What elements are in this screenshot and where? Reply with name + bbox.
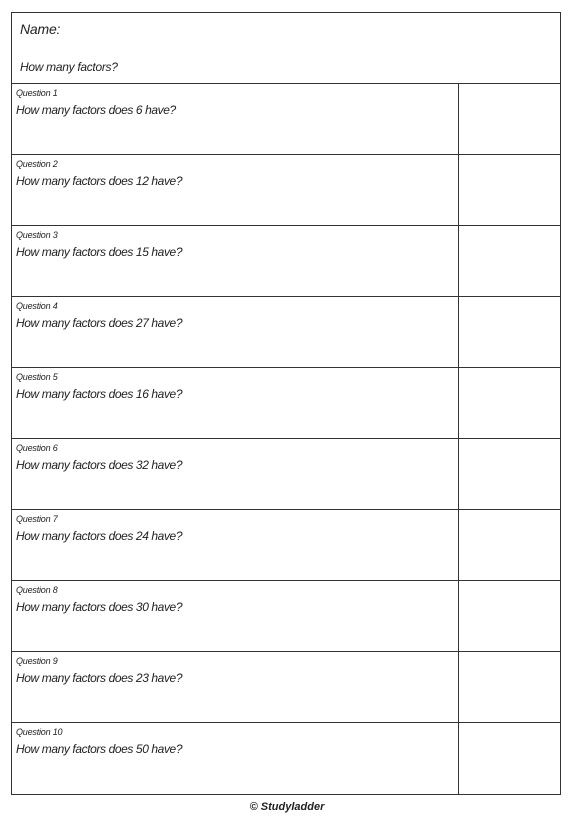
question-row-7 <box>12 510 560 581</box>
worksheet-header <box>12 13 560 84</box>
question-text: How many factors does 24 have? <box>16 529 183 543</box>
question-number: Question 5 <box>16 372 58 382</box>
question-row-3 <box>12 226 560 297</box>
question-row-10 <box>12 723 560 794</box>
question-text: How many factors does 16 have? <box>16 387 183 401</box>
answer-box[interactable] <box>459 652 560 722</box>
question-cell <box>12 652 459 722</box>
worksheet <box>11 12 561 795</box>
question-row-8 <box>12 581 560 652</box>
question-row-2 <box>12 155 560 226</box>
question-cell <box>12 510 459 580</box>
question-cell <box>12 226 459 296</box>
question-number: Question 10 <box>16 727 63 737</box>
answer-box[interactable] <box>459 84 560 154</box>
question-number: Question 7 <box>16 514 58 524</box>
question-cell <box>12 368 459 438</box>
question-text: How many factors does 50 have? <box>16 742 183 756</box>
question-text: How many factors does 6 have? <box>16 103 176 117</box>
copyright-footer: © Studyladder <box>249 801 325 813</box>
question-number: Question 8 <box>16 585 58 595</box>
answer-box[interactable] <box>459 297 560 367</box>
question-text: How many factors does 27 have? <box>16 316 183 330</box>
question-number: Question 6 <box>16 443 58 453</box>
question-text: How many factors does 15 have? <box>16 245 183 259</box>
question-number: Question 2 <box>16 159 58 169</box>
question-cell <box>12 439 459 509</box>
question-cell <box>12 581 459 651</box>
question-text: How many factors does 23 have? <box>16 671 183 685</box>
question-row-9 <box>12 652 560 723</box>
answer-box[interactable] <box>459 581 560 651</box>
answer-box[interactable] <box>459 226 560 296</box>
question-row-6 <box>12 439 560 510</box>
question-text: How many factors does 30 have? <box>16 600 183 614</box>
question-text: How many factors does 32 have? <box>16 458 183 472</box>
question-row-4 <box>12 297 560 368</box>
answer-box[interactable] <box>459 723 560 794</box>
question-cell <box>12 297 459 367</box>
answer-box[interactable] <box>459 510 560 580</box>
question-cell <box>12 723 459 794</box>
question-cell <box>12 155 459 225</box>
question-number: Question 3 <box>16 230 58 240</box>
answer-box[interactable] <box>459 439 560 509</box>
question-number: Question 9 <box>16 656 58 666</box>
answer-box[interactable] <box>459 155 560 225</box>
question-number: Question 1 <box>16 88 58 98</box>
answer-box[interactable] <box>459 368 560 438</box>
name-label: Name: <box>20 21 61 37</box>
worksheet-title: How many factors? <box>20 60 118 74</box>
question-text: How many factors does 12 have? <box>16 174 183 188</box>
question-number: Question 4 <box>16 301 58 311</box>
question-cell <box>12 84 459 154</box>
question-row-1 <box>12 84 560 155</box>
question-row-5 <box>12 368 560 439</box>
